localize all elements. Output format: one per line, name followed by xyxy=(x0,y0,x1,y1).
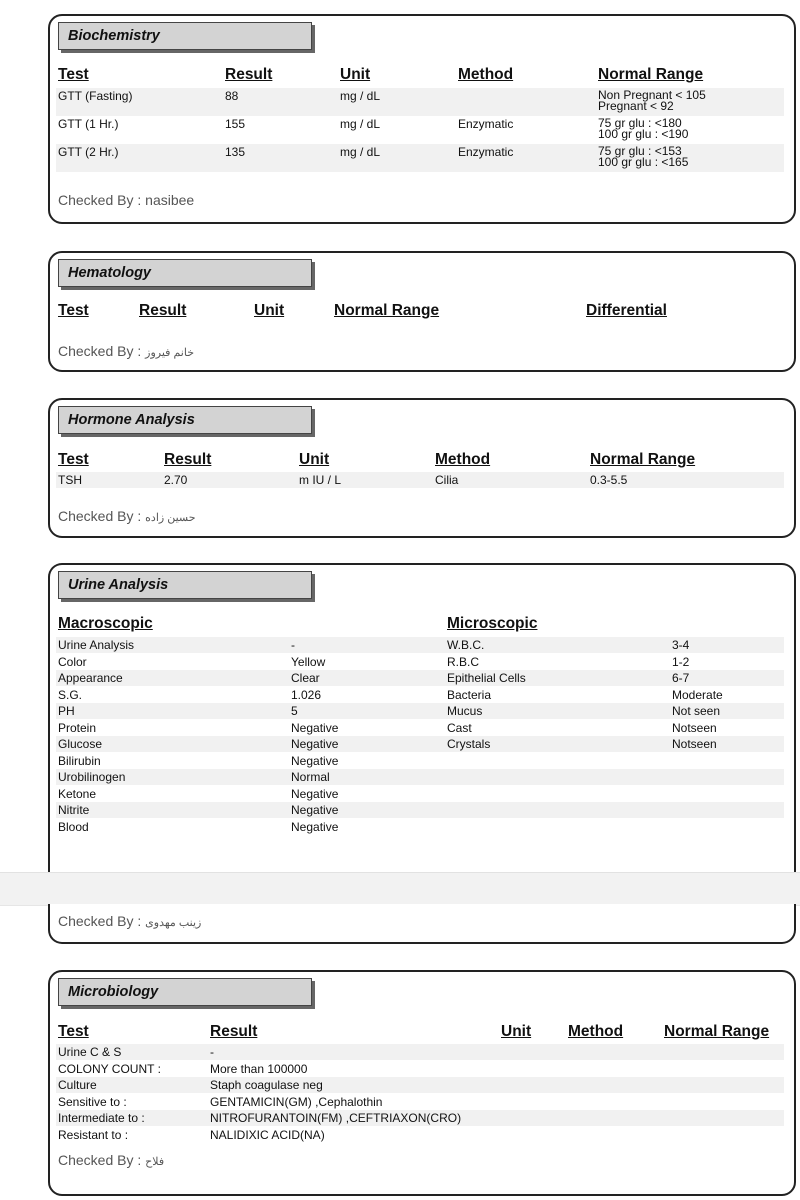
table-row xyxy=(56,819,784,835)
microscopic-test-value: Moderate xyxy=(672,687,723,702)
test-unit: m IU / L xyxy=(299,473,342,487)
section-title-tab: Biochemistry xyxy=(58,22,312,50)
test-result: 155 xyxy=(225,117,246,131)
section-title-tab: Urine Analysis xyxy=(58,571,312,599)
col-header-unit: Unit xyxy=(299,451,330,468)
checked-by xyxy=(58,1152,164,1168)
microscopic-test-value: Notseen xyxy=(672,720,717,735)
microbiology-section xyxy=(48,970,796,1196)
table-row xyxy=(56,1044,784,1060)
macroscopic-test-name: Appearance xyxy=(58,671,123,685)
col-header-method: Method xyxy=(458,66,514,83)
section-title-tab: Hormone Analysis xyxy=(58,406,312,434)
col-header-test: Test xyxy=(58,1023,89,1040)
table-row xyxy=(56,786,784,802)
test-result: - xyxy=(210,1045,214,1059)
table-row xyxy=(56,753,784,769)
checked-by-name: زینب مهدوی xyxy=(145,917,202,929)
macroscopic-test-name: Bilirubin xyxy=(58,753,101,768)
normal-range-line-1: 75 gr glu : <180 xyxy=(598,116,682,130)
macroscopic-test-value: Clear xyxy=(291,671,320,685)
hematology-section xyxy=(48,251,796,372)
table-row xyxy=(56,144,784,172)
microscopic-test-name: Bacteria xyxy=(447,687,492,702)
urine-analysis-section xyxy=(48,563,796,903)
microscopic-test-name: Mucus xyxy=(447,704,483,718)
macroscopic-test-name: Nitrite xyxy=(58,803,90,817)
col-header-normal-range: Normal Range xyxy=(334,302,440,319)
table-row xyxy=(56,654,784,670)
checked-by-label: Checked By : xyxy=(58,192,146,208)
macroscopic-test-value: 1.026 xyxy=(291,687,322,702)
macroscopic-test-value: 5 xyxy=(291,704,298,718)
test-name: TSH xyxy=(58,473,82,487)
test-name: GTT (1 Hr.) xyxy=(58,117,119,131)
table-row xyxy=(56,1094,784,1110)
microscopic-test-name: Cast xyxy=(447,720,472,735)
checked-by-name: خانم فیروز xyxy=(145,347,195,359)
table-row xyxy=(56,1110,784,1126)
table-row xyxy=(56,1077,784,1093)
macroscopic-header: Macroscopic xyxy=(58,615,153,632)
table-row xyxy=(56,769,784,785)
microscopic-test-name: W.B.C. xyxy=(447,638,485,652)
test-result: Staph coagulase neg xyxy=(210,1078,323,1092)
test-name: COLONY COUNT : xyxy=(58,1061,161,1076)
macroscopic-test-value: Yellow xyxy=(291,654,326,669)
microscopic-test-value: Notseen xyxy=(672,737,717,751)
microscopic-test-value: Not seen xyxy=(672,704,721,718)
test-name: GTT (Fasting) xyxy=(58,89,133,103)
table-row xyxy=(56,802,784,818)
test-unit: mg / dL xyxy=(340,117,381,131)
col-header-unit: Unit xyxy=(254,302,285,319)
table-row xyxy=(56,687,784,703)
col-header-test: Test xyxy=(58,451,89,468)
table-row xyxy=(56,88,784,116)
section-title-tab: Microbiology xyxy=(58,978,312,1006)
microscopic-test-name: Crystals xyxy=(447,737,491,751)
col-header-normal-range: Normal Range xyxy=(590,451,696,468)
test-method: Enzymatic xyxy=(458,117,514,131)
microscopic-test-name: R.B.C xyxy=(447,654,480,669)
col-header-unit: Unit xyxy=(501,1023,532,1040)
col-header-method: Method xyxy=(435,451,491,468)
test-name: Intermediate to : xyxy=(58,1111,145,1125)
microscopic-header: Microscopic xyxy=(447,615,538,632)
page-break xyxy=(0,872,800,906)
macroscopic-test-name: Glucose xyxy=(58,737,103,751)
col-header-result: Result xyxy=(139,302,187,319)
checked-by xyxy=(58,508,196,524)
microscopic-test-value: 6-7 xyxy=(672,671,690,685)
test-result: 88 xyxy=(225,89,239,103)
test-name: Resistant to : xyxy=(58,1127,129,1142)
macroscopic-test-name: S.G. xyxy=(58,687,83,702)
checked-by-label: Checked By : xyxy=(58,343,146,359)
checked-by xyxy=(58,343,194,359)
normal-range-line-2: 100 gr glu : <190 xyxy=(598,127,689,141)
test-result: NITROFURANTOIN(FM) ,CEFTRIAXON(CRO) xyxy=(210,1111,462,1125)
table-row xyxy=(56,720,784,736)
macroscopic-test-value: Normal xyxy=(291,770,330,784)
col-header-result: Result xyxy=(164,451,212,468)
macroscopic-test-name: Urobilinogen xyxy=(58,770,126,784)
table-row xyxy=(56,1127,784,1143)
section-title-tab: Hematology xyxy=(58,259,312,287)
microscopic-test-name: Epithelial Cells xyxy=(447,671,526,685)
urine-analysis-continued xyxy=(48,904,796,944)
macroscopic-test-value: Negative xyxy=(291,786,339,801)
normal-range-line-1: 75 gr glu : <153 xyxy=(598,144,682,158)
col-header-differential: Differential xyxy=(586,302,667,319)
test-name: Culture xyxy=(58,1078,97,1092)
macroscopic-test-name: PH xyxy=(58,704,75,718)
table-row xyxy=(56,736,784,752)
checked-by-name: فلاح xyxy=(145,1156,165,1168)
macroscopic-test-name: Protein xyxy=(58,720,97,735)
checked-by-label: Checked By : xyxy=(58,913,146,929)
normal-range-line-1: Non Pregnant < 105 xyxy=(598,88,706,102)
macroscopic-test-name: Urine Analysis xyxy=(58,638,135,652)
biochemistry-section xyxy=(48,14,796,224)
col-header-method: Method xyxy=(568,1023,624,1040)
col-header-test: Test xyxy=(58,302,89,319)
test-result: More than 100000 xyxy=(210,1061,308,1076)
test-result: NALIDIXIC ACID(NA) xyxy=(210,1127,325,1142)
normal-range-line-2: Pregnant < 92 xyxy=(598,99,674,113)
test-name: Urine C & S xyxy=(58,1045,122,1059)
test-method: Cilia xyxy=(435,473,459,487)
col-header-result: Result xyxy=(225,66,273,83)
checked-by-name: حسین زاده xyxy=(145,512,196,524)
test-method: Enzymatic xyxy=(458,145,514,159)
table-row xyxy=(56,116,784,144)
checked-by xyxy=(58,192,194,208)
checked-by xyxy=(58,913,201,929)
macroscopic-test-value: Negative xyxy=(291,720,339,735)
col-header-test: Test xyxy=(58,66,89,83)
microscopic-test-value: 3-4 xyxy=(672,638,690,652)
table-row xyxy=(56,703,784,719)
hormone-analysis-section xyxy=(48,398,796,538)
col-header-normal-range: Normal Range xyxy=(598,66,704,83)
col-header-result: Result xyxy=(210,1023,258,1040)
normal-range: 0.3-5.5 xyxy=(590,473,628,487)
test-unit: mg / dL xyxy=(340,145,381,159)
col-header-normal-range: Normal Range xyxy=(664,1023,770,1040)
test-result: GENTAMICIN(GM) ,Cephalothin xyxy=(210,1094,383,1109)
microscopic-test-value: 1-2 xyxy=(672,654,690,669)
table-row xyxy=(56,670,784,686)
macroscopic-test-value: Negative xyxy=(291,803,339,817)
test-name: GTT (2 Hr.) xyxy=(58,145,119,159)
table-row xyxy=(56,637,784,653)
test-result: 2.70 xyxy=(164,473,188,487)
checked-by-name: nasibee xyxy=(145,192,195,208)
table-row xyxy=(56,472,784,488)
checked-by-label: Checked By : xyxy=(58,1152,146,1168)
macroscopic-test-value: Negative xyxy=(291,737,339,751)
test-result: 135 xyxy=(225,145,246,159)
col-header-unit: Unit xyxy=(340,66,371,83)
table-row xyxy=(56,1061,784,1077)
macroscopic-test-value: - xyxy=(291,638,295,652)
normal-range-line-2: 100 gr glu : <165 xyxy=(598,155,689,169)
checked-by-label: Checked By : xyxy=(58,508,146,524)
test-unit: mg / dL xyxy=(340,89,381,103)
macroscopic-test-name: Blood xyxy=(58,819,89,834)
macroscopic-test-value: Negative xyxy=(291,753,339,768)
macroscopic-test-name: Color xyxy=(58,654,87,669)
macroscopic-test-value: Negative xyxy=(291,819,339,834)
macroscopic-test-name: Ketone xyxy=(58,786,97,801)
test-name: Sensitive to : xyxy=(58,1094,127,1109)
